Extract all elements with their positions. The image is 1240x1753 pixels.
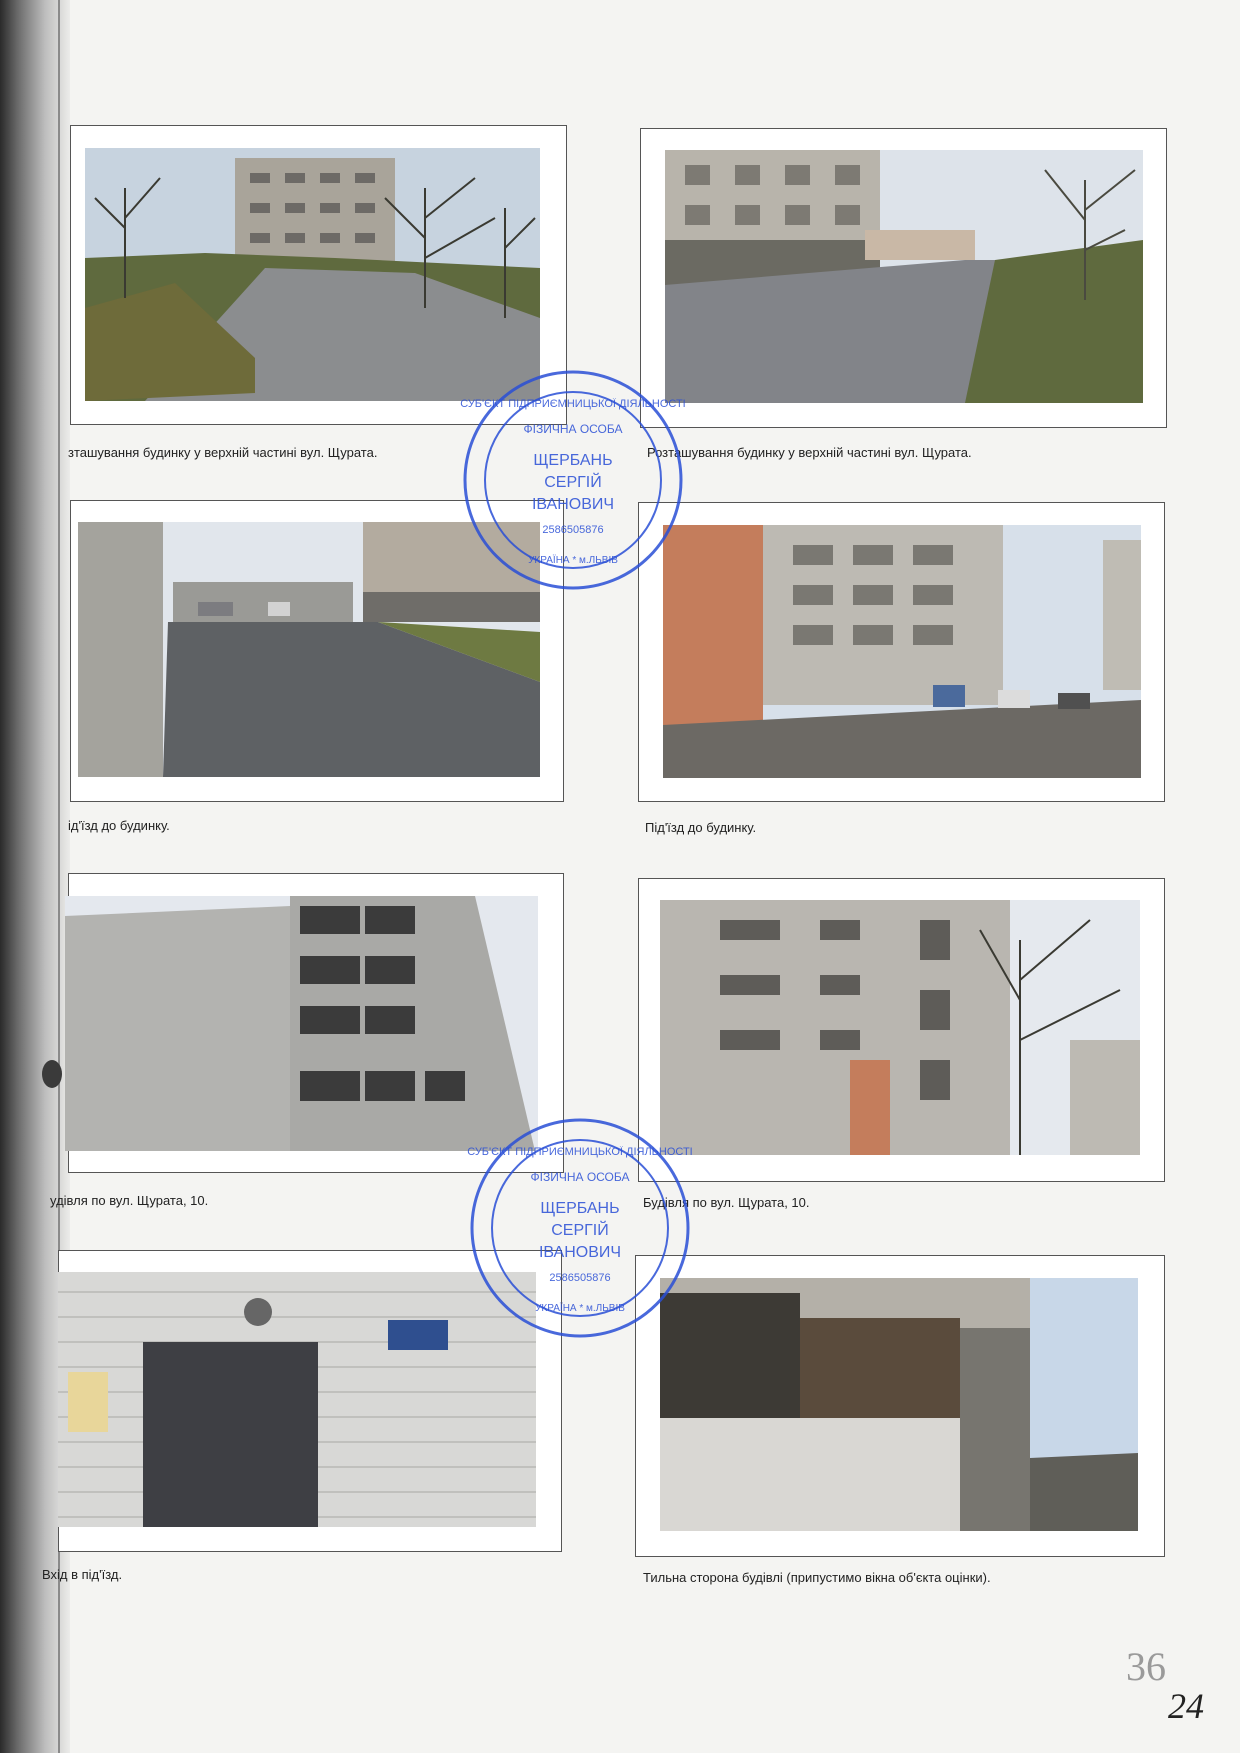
official-stamp-bottom	[465, 1113, 695, 1343]
photo-street-upper-left	[85, 148, 540, 401]
photo-back-side	[660, 1278, 1138, 1531]
stamp-inner-text: ФІЗИЧНА ОСОБА	[530, 1170, 630, 1184]
stamp-outer-text: СУБ'ЄКТ ПІДПРИЄМНИЦЬКОЇ ДІЯЛЬНОСТІ	[467, 1146, 693, 1158]
stamp-name-2: СЕРГІЙ	[551, 1222, 609, 1239]
photo-building-right	[660, 900, 1140, 1155]
caption-photo-4: Під'їзд до будинку.	[645, 820, 757, 835]
stamp-name-1: ЩЕРБАНЬ	[540, 1200, 620, 1217]
page-number	[1120, 1630, 1230, 1740]
caption-photo-6: Будівля по вул. Щурата, 10.	[643, 1195, 810, 1210]
caption-photo-7: Вхід в під'їзд.	[42, 1567, 123, 1582]
punch-hole	[42, 1060, 62, 1088]
photo-street-upper-right	[665, 150, 1143, 403]
stamp-bottom: УКРАЇНА * м.ЛЬВІВ	[528, 555, 618, 566]
stamp-code: 2586505876	[549, 1272, 611, 1284]
stamp-outer-text: СУБ'ЄКТ ПІДПРИЄМНИЦЬКОЇ ДІЯЛЬНОСТІ	[460, 398, 686, 410]
caption-photo-1: зташування будинку у верхній частині вул. Щурата.	[68, 445, 378, 460]
stamp-name-1: ЩЕРБАНЬ	[533, 452, 613, 469]
stamp-bottom: УКРАЇНА * м.ЛЬВІВ	[535, 1303, 625, 1314]
caption-photo-8: Тильна сторона будівлі (припустимо вікна об'єкта оцінки).	[643, 1570, 991, 1585]
stamp-name-3: ІВАНОВИЧ	[531, 496, 615, 513]
page-number-printed: 36	[1126, 1644, 1166, 1689]
caption-photo-5: удівля по вул. Щурата, 10.	[50, 1193, 209, 1208]
photo-driveway-right	[663, 525, 1141, 778]
page-number-handwritten: 24	[1168, 1686, 1204, 1726]
caption-photo-3: ід'їзд до будинку.	[68, 818, 170, 833]
caption-photo-2: Розташування будинку у верхній частині вул. Щурата.	[647, 445, 972, 460]
stamp-name-2: СЕРГІЙ	[544, 474, 602, 491]
stamp-inner-text: ФІЗИЧНА ОСОБА	[523, 422, 623, 436]
stamp-code: 2586505876	[542, 524, 604, 536]
stamp-name-3: ІВАНОВИЧ	[538, 1244, 622, 1261]
official-stamp-top	[458, 365, 688, 595]
